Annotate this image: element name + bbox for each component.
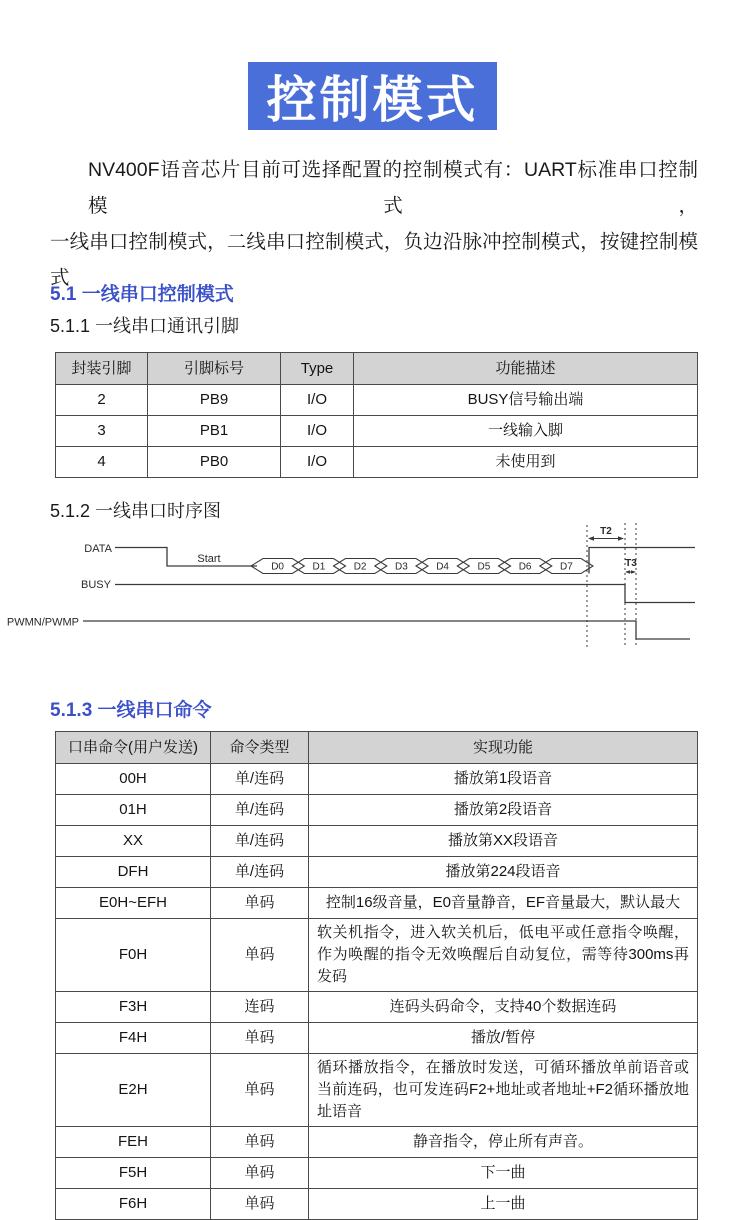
table-cell: 未使用到 — [354, 447, 698, 478]
table-cell: 连码 — [211, 992, 309, 1023]
command-table — [55, 731, 698, 1220]
bit-label: D6 — [518, 561, 532, 573]
table-cell: 单码 — [211, 1189, 309, 1220]
table-cell: XX — [56, 826, 211, 857]
table-cell: 下一曲 — [309, 1158, 698, 1189]
table-cell: PB9 — [148, 385, 281, 416]
table-cell: I/O — [281, 416, 354, 447]
table-cell: 一线输入脚 — [354, 416, 698, 447]
start-label: Start — [197, 553, 221, 565]
table-row — [56, 992, 698, 1023]
table-row — [56, 857, 698, 888]
t2-label: T2 — [600, 526, 612, 537]
table-row — [56, 1158, 698, 1189]
table-cell: 单码 — [211, 1054, 309, 1127]
bit-label: D3 — [395, 561, 408, 573]
title-banner — [248, 62, 497, 130]
table-cell: PB1 — [148, 416, 281, 447]
page-title: 控制模式 — [266, 72, 479, 128]
table-cell: 单码 — [211, 1023, 309, 1054]
table-cell: I/O — [281, 447, 354, 478]
bit-label: D5 — [477, 561, 491, 573]
bit-label: D0 — [271, 561, 284, 573]
table-cell: 播放第XX段语音 — [309, 826, 698, 857]
header-row — [56, 353, 698, 385]
data-signal-label: DATA — [84, 543, 112, 555]
header-row — [56, 732, 698, 764]
table-cell: 播放第1段语音 — [309, 764, 698, 795]
column-header: 封装引脚 — [56, 353, 148, 385]
table-cell: 静音指令，停止所有声音。 — [309, 1127, 698, 1158]
intro-line-2: 一线串口控制模式，二线串口控制模式，负边沿脉冲控制模式，按键控制模式 — [50, 231, 698, 289]
table-row — [56, 416, 698, 447]
table-cell: F0H — [56, 919, 211, 992]
table-row — [56, 1189, 698, 1220]
table-cell: 循环播放指令，在播放时发送，可循环播放单前语音或当前连码，也可发连码F2+地址或者地址+F2循环播放地址语音 — [309, 1054, 698, 1127]
table-cell: E2H — [56, 1054, 211, 1127]
busy-signal-label: BUSY — [81, 579, 111, 591]
table-cell: DFH — [56, 857, 211, 888]
bit-label: D1 — [312, 561, 326, 573]
command-table-wrapper — [55, 731, 698, 1220]
table-cell: 播放第224段语音 — [309, 857, 698, 888]
table-row — [56, 888, 698, 919]
table-row — [56, 385, 698, 416]
table-row — [56, 764, 698, 795]
t3-label: T3 — [625, 558, 637, 569]
table-row — [56, 1023, 698, 1054]
table-row — [56, 1054, 698, 1127]
column-header: 引脚标号 — [148, 353, 281, 385]
bit-label: D4 — [436, 561, 449, 573]
table-cell: 单码 — [211, 919, 309, 992]
column-header: Type — [281, 353, 354, 385]
bit-label: D2 — [353, 561, 367, 573]
table-cell: I/O — [281, 385, 354, 416]
table-cell: 2 — [56, 385, 148, 416]
table-cell: 单码 — [211, 888, 309, 919]
table-cell: 00H — [56, 764, 211, 795]
bit-label: D7 — [560, 561, 573, 573]
table-cell: 单/连码 — [211, 764, 309, 795]
table-cell: 单码 — [211, 1127, 309, 1158]
table-cell: 播放/暂停 — [309, 1023, 698, 1054]
table-cell: PB0 — [148, 447, 281, 478]
data-waveform-end — [589, 548, 695, 574]
data-waveform — [115, 548, 257, 567]
table-cell: 单/连码 — [211, 795, 309, 826]
table-cell: 01H — [56, 795, 211, 826]
table-cell: 控制16级音量，E0音量静音，EF音量最大，默认最大 — [309, 888, 698, 919]
table-row — [56, 795, 698, 826]
table-cell: 播放第2段语音 — [309, 795, 698, 826]
table-cell: 单/连码 — [211, 826, 309, 857]
pwm-signal-label: PWMN/PWMP — [6, 616, 79, 629]
pin-table — [55, 352, 698, 478]
table-row — [56, 447, 698, 478]
table-cell: 连码头码命令，支持40个数据连码 — [309, 992, 698, 1023]
intro-paragraph — [50, 152, 698, 296]
intro-line-1: NV400F语音芯片目前可选择配置的控制模式有：UART标准串口控制模式， — [88, 159, 698, 217]
section-heading-5-1: 5.1 一线串口控制模式 — [50, 284, 234, 305]
column-header: 命令类型 — [211, 732, 309, 764]
table-row — [56, 919, 698, 992]
table-row — [56, 826, 698, 857]
table-cell: F6H — [56, 1189, 211, 1220]
column-header: 实现功能 — [309, 732, 698, 764]
table-cell: 4 — [56, 447, 148, 478]
table-cell: 软关机指令，进入软关机后，低电平或任意指令唤醒，作为唤醒的指令无效唤醒后自动复位，需等待300ms再发码 — [309, 919, 698, 992]
pwm-waveform — [83, 621, 690, 639]
table-cell: F5H — [56, 1158, 211, 1189]
table-cell: 上一曲 — [309, 1189, 698, 1220]
data-bit-hexagons — [251, 559, 593, 574]
table-cell: 单/连码 — [211, 857, 309, 888]
section-heading-5-1-3: 5.1.3 一线串口命令 — [50, 700, 212, 721]
table-cell: BUSY信号输出端 — [354, 385, 698, 416]
section-heading-5-1-2: 5.1.2 一线串口时序图 — [50, 501, 222, 521]
table-cell: F4H — [56, 1023, 211, 1054]
section-heading-5-1-1: 5.1.1 一线串口通讯引脚 — [50, 316, 240, 336]
table-cell: 单码 — [211, 1158, 309, 1189]
timing-diagram — [0, 515, 750, 660]
pin-table-wrapper — [55, 352, 698, 478]
column-header: 功能描述 — [354, 353, 698, 385]
busy-waveform — [115, 585, 695, 603]
table-row — [56, 1127, 698, 1158]
column-header: 口串命令(用户发送) — [56, 732, 211, 764]
table-cell: E0H~EFH — [56, 888, 211, 919]
table-cell: 3 — [56, 416, 148, 447]
table-cell: FEH — [56, 1127, 211, 1158]
table-cell: F3H — [56, 992, 211, 1023]
